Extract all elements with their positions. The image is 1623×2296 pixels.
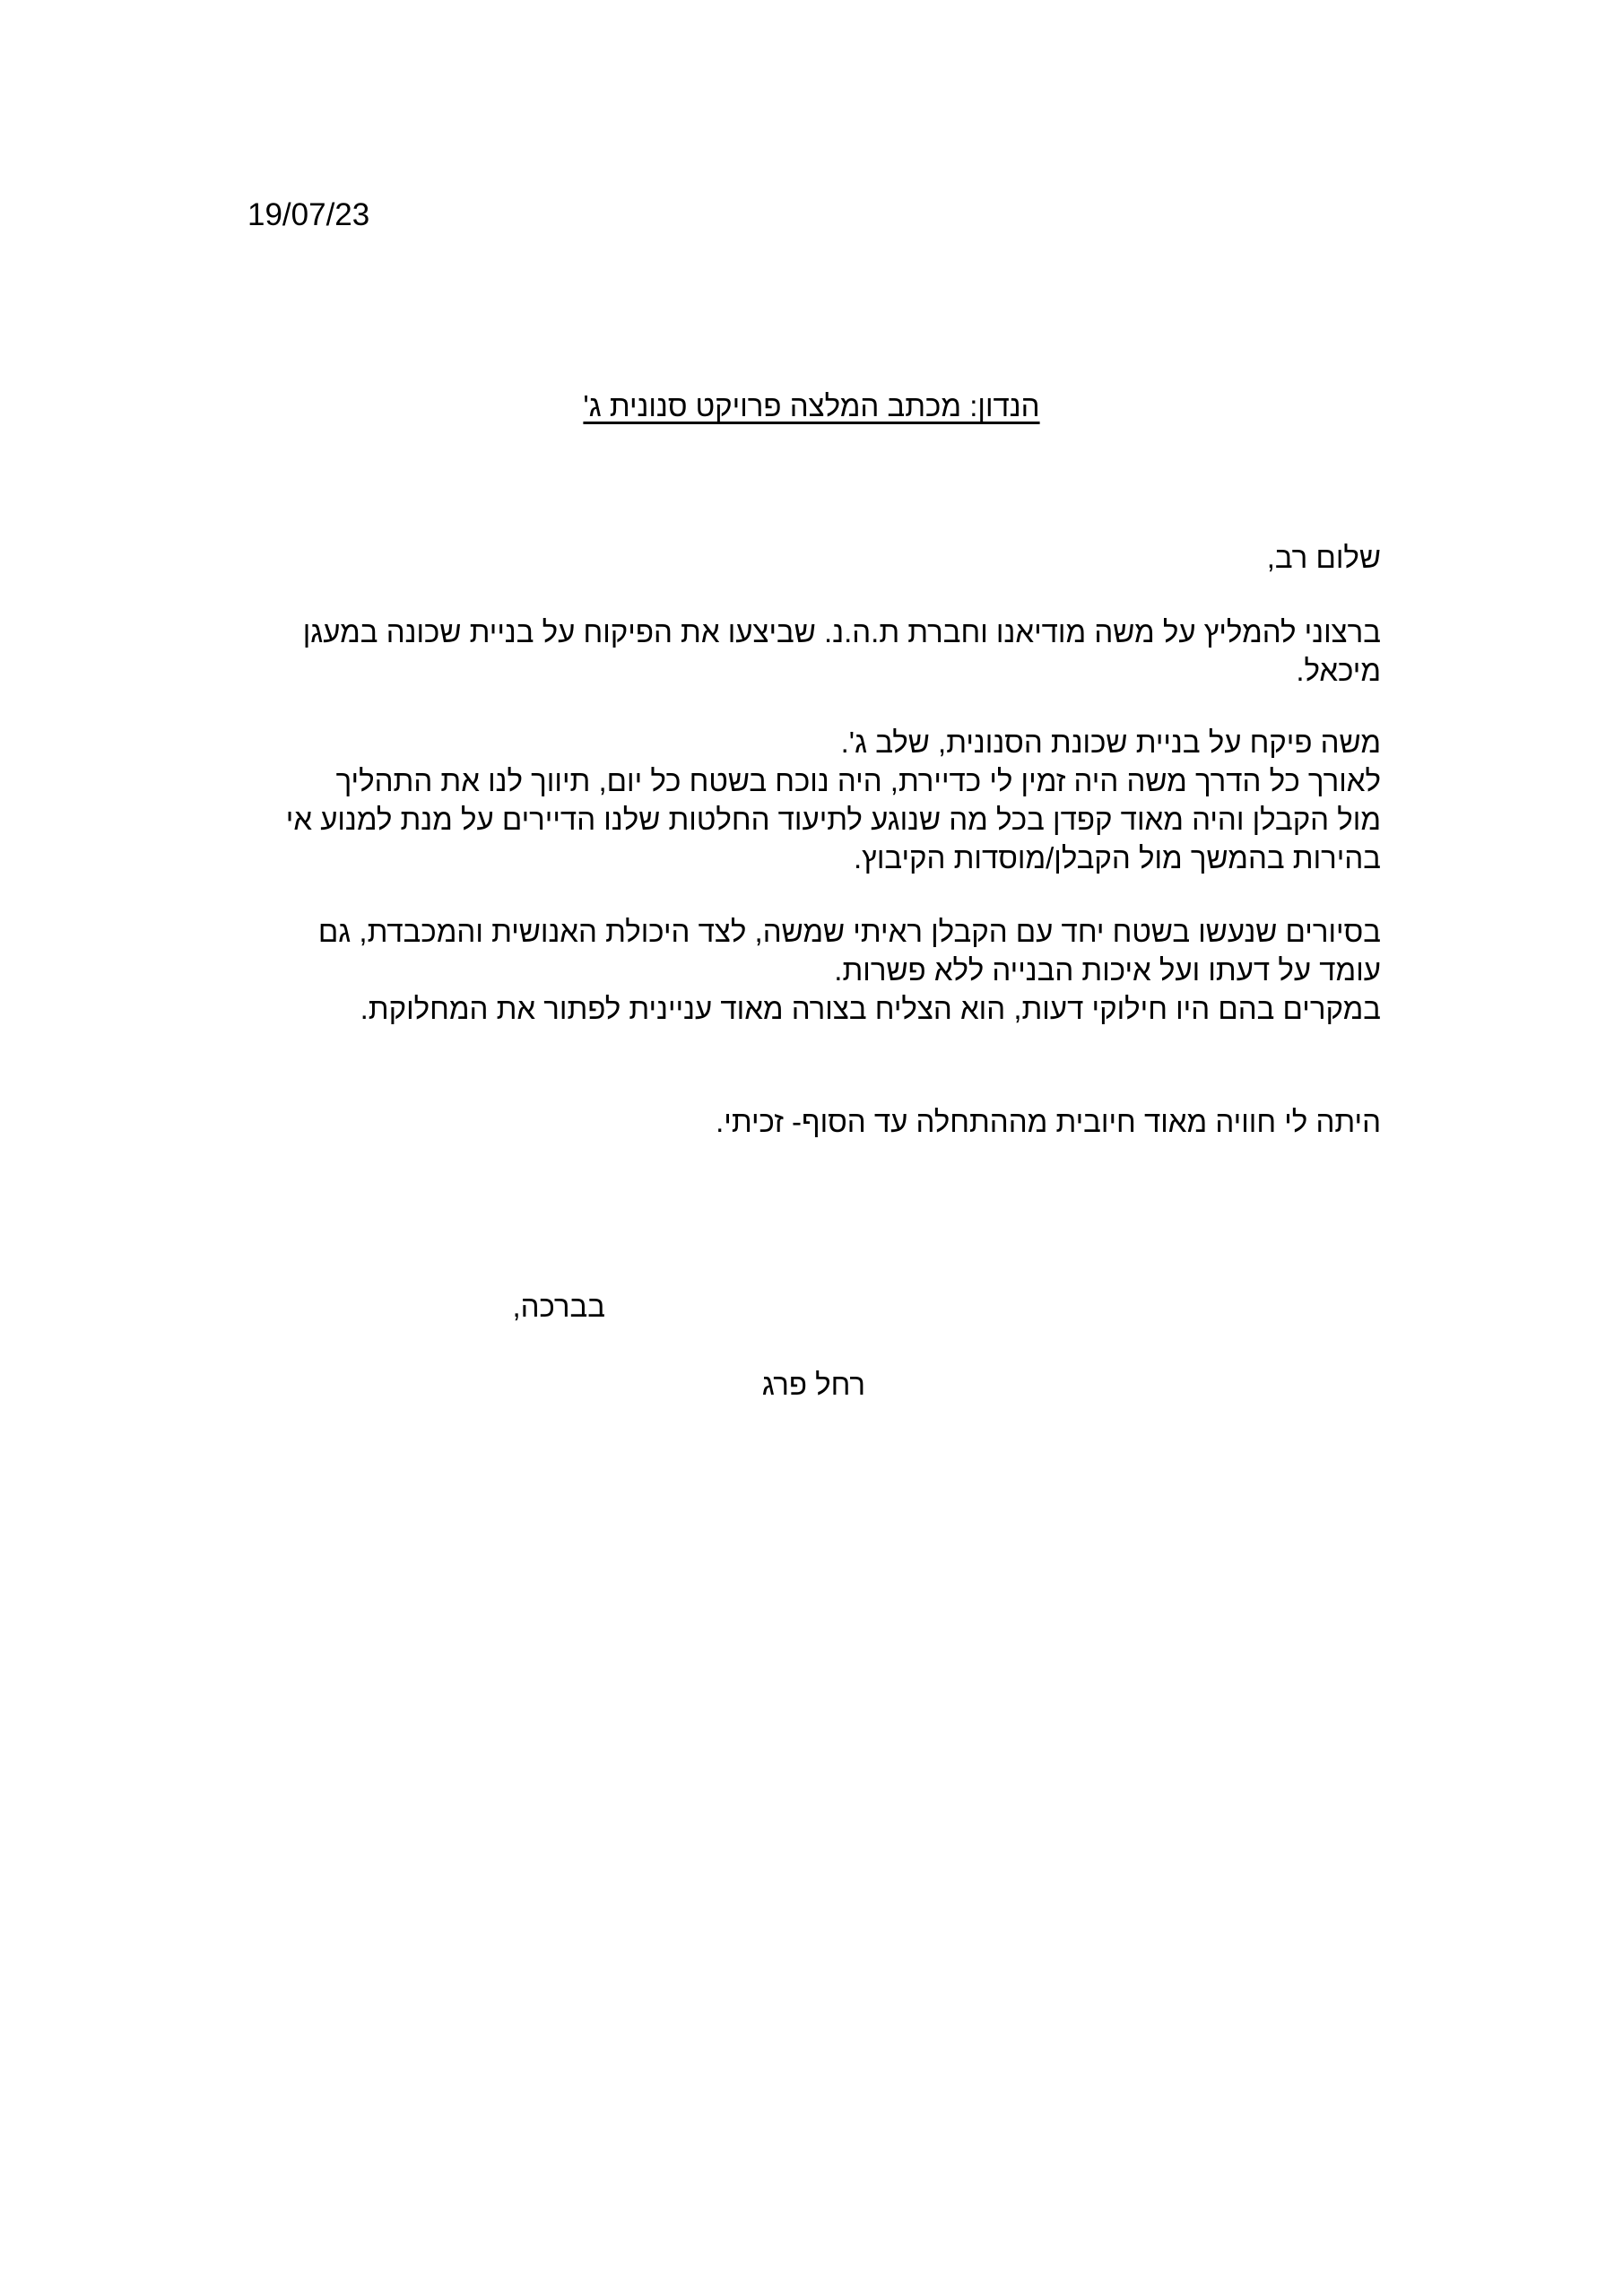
letter-subject: הנדון: מכתב המלצה פרויקט סנונית ג': [583, 389, 1040, 422]
letter-date: 19/07/23: [247, 197, 370, 232]
paragraph-line: בסיורים שנעשו בשטח יחד עם הקבלן ראיתי שמשה, לצד היכולת האנושית והמכבדת, גם: [317, 915, 1381, 948]
paragraph-site-tours: [242, 912, 1381, 1028]
paragraph-line: מול הקבלן והיה מאוד קפדן בכל מה שנוגע לתיעוד החלטות שלנו הדיירים על מנת למנוע אי: [285, 803, 1381, 836]
letter-closing: בברכה,: [512, 1290, 605, 1323]
paragraph-line: לאורך כל הדרך משה היה זמין לי כדיירת, היה נוכח בשטח כל יום, תיווך לנו את התהליך: [335, 764, 1381, 797]
paragraph-line: משה פיקח על בניית שכונת הסנונית, שלב ג'.: [840, 726, 1381, 759]
paragraph-line: היתה לי חוויה מאוד חיובית מההתחלה עד הסוף- זכיתי.: [716, 1105, 1381, 1138]
paragraph-conclusion: [242, 1102, 1381, 1141]
paragraph-line: ברצוני להמליץ על משה מודיאנו וחברת ת.ה.נ. שביצעו את הפיקוח על בניית שכונה במעגן: [302, 615, 1381, 648]
paragraph-line: עומד על דעתו ועל איכות הבנייה ללא פשרות.: [834, 953, 1381, 987]
paragraph-line: במקרים בהם היו חילוקי דעות, הוא הצליח בצורה מאוד עניינית לפתור את המחלוקת.: [360, 992, 1381, 1025]
letter-signature: רחל פרג: [761, 1368, 865, 1401]
paragraph-line: מיכאל.: [1296, 654, 1381, 687]
letter-greeting: [242, 538, 1381, 577]
paragraph-recommendation: [242, 613, 1381, 690]
greeting-line: שלום רב,: [1266, 541, 1381, 574]
paragraph-line: בהירות בהמשך מול הקבלן/מוסדות הקיבוץ.: [854, 841, 1381, 874]
paragraph-supervision: [242, 723, 1381, 877]
